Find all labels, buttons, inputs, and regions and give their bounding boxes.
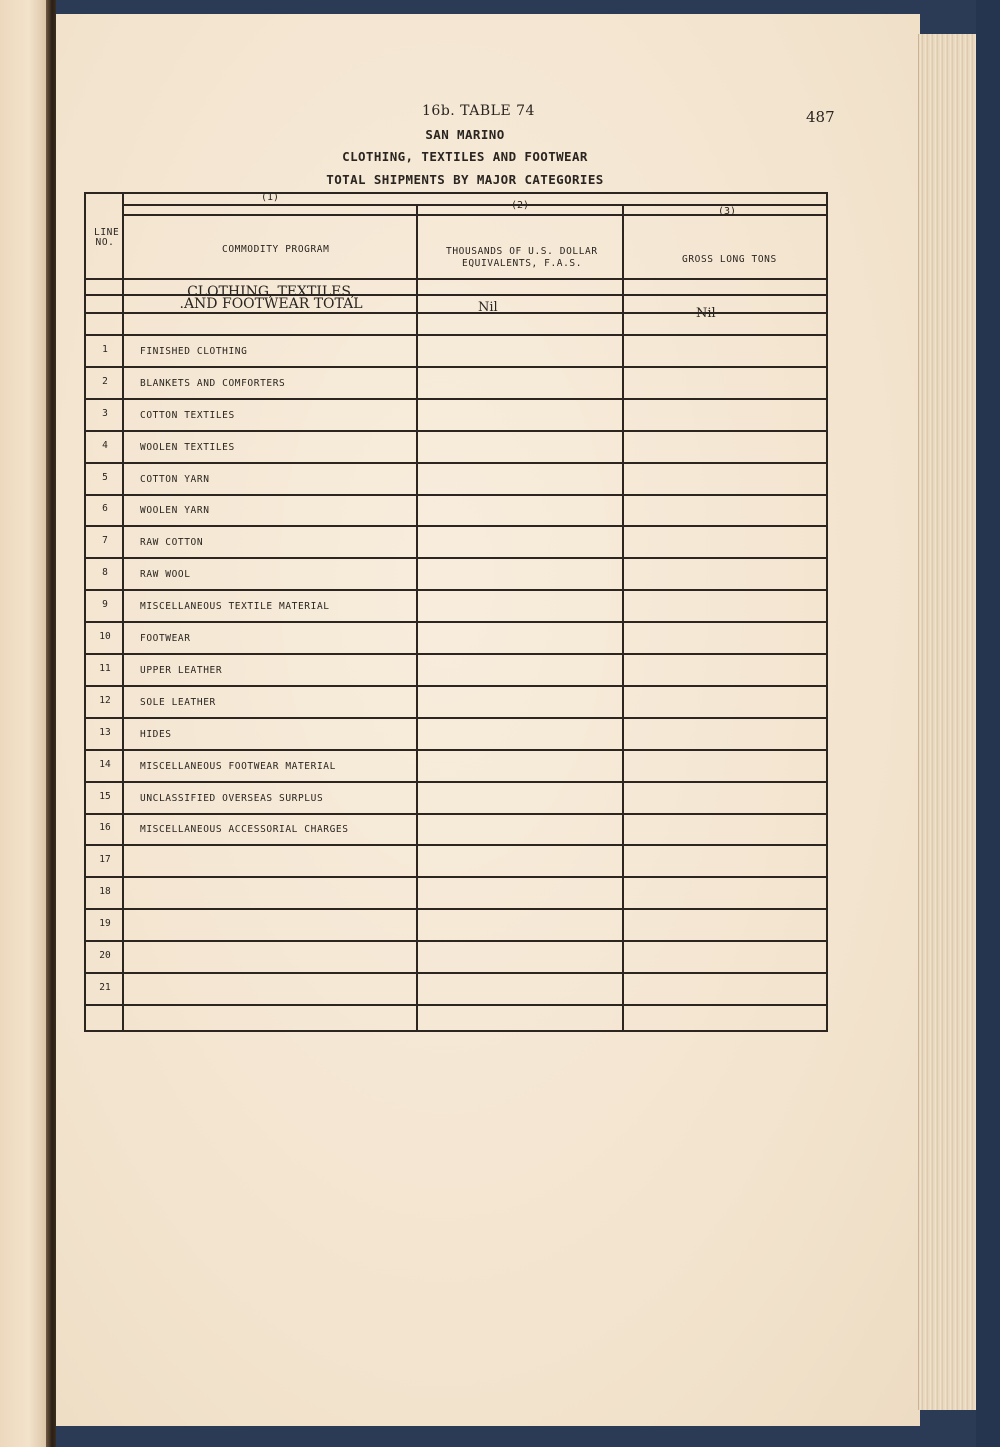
commodity-label: MISCELLANEOUS ACCESSORIAL CHARGES (140, 824, 349, 836)
total-value-dollars: Nil (478, 300, 498, 315)
commodity-label: SOLE LEATHER (140, 696, 216, 708)
commodity-label: WOOLEN TEXTILES (140, 441, 235, 453)
commodity-label: HIDES (140, 728, 172, 740)
commodity-label: BLANKETS AND COMFORTERS (140, 377, 286, 389)
line-number: 21 (99, 981, 111, 993)
line-number: 16 (99, 822, 111, 834)
row-rule (86, 749, 826, 751)
row-rule (86, 366, 826, 368)
row-rule (86, 685, 826, 687)
commodity-label: MISCELLANEOUS FOOTWEAR MATERIAL (140, 760, 336, 772)
col3-number: (3) (718, 206, 737, 217)
line-number: 2 (102, 375, 108, 387)
page-stack-edges (918, 34, 977, 1410)
total-value-tons: Nil (696, 306, 716, 321)
row-rule (86, 908, 826, 910)
line-number: 3 (102, 407, 108, 419)
col3-header: GROSS LONG TONS (682, 254, 777, 265)
row-rule (86, 462, 826, 464)
line-number: 13 (99, 726, 111, 738)
row-rule (86, 813, 826, 815)
col2-number: (2) (511, 200, 530, 211)
total-label-line1: CLOTHING, TEXTILES, (187, 284, 355, 300)
row-rule (86, 589, 826, 591)
line-number: 20 (99, 950, 111, 962)
commodity-label: RAW COTTON (140, 537, 204, 549)
left-page-edge (0, 0, 48, 1447)
commodity-label: COTTON YARN (140, 473, 210, 485)
book-cover (976, 0, 1000, 1447)
commodity-label: FOOTWEAR (140, 633, 191, 645)
col1-number: (1) (261, 192, 280, 203)
row-rule (86, 940, 826, 942)
line-number: 1 (102, 343, 108, 355)
col-divider-2 (622, 204, 624, 1030)
line-number: 4 (102, 439, 108, 451)
col2-header-line1: THOUSANDS OF U.S. DOLLAR (446, 246, 598, 257)
commodity-label: MISCELLANEOUS TEXTILE MATERIAL (140, 601, 330, 613)
table-id: 16b. TABLE 74 (422, 103, 535, 119)
line-number: 5 (102, 471, 108, 483)
line-number: 9 (102, 599, 108, 611)
shipments-table (84, 192, 828, 1032)
line-number: 6 (102, 503, 108, 515)
commodity-label: WOOLEN YARN (140, 505, 210, 517)
row-rule (86, 781, 826, 783)
row-rule (86, 621, 826, 623)
row-rule (86, 557, 826, 559)
row-rule (86, 398, 826, 400)
col2-header-line2: EQUIVALENTS, F.A.S. (462, 258, 583, 269)
row-rule (86, 876, 826, 878)
total-label-line2: .AND FOOTWEAR TOTAL (179, 296, 363, 312)
line-number: 10 (99, 631, 111, 643)
commodity-label: FINISHED CLOTHING (140, 345, 248, 357)
line-number: 15 (99, 790, 111, 802)
row-rule (86, 525, 826, 527)
line-number: 11 (99, 662, 111, 674)
row-rule (86, 1004, 826, 1006)
col-divider-1 (416, 204, 418, 1030)
line-number: 8 (102, 567, 108, 579)
country-title: SAN MARINO (425, 127, 505, 142)
commodity-label: COTTON TEXTILES (140, 409, 235, 421)
line-number: 18 (99, 886, 111, 898)
blank-row-rule (86, 334, 826, 336)
line-number: 17 (99, 854, 111, 866)
header-bottom-rule (86, 278, 826, 280)
line-number: 7 (102, 535, 108, 547)
col-divider-lineno (122, 194, 124, 1030)
col1-header: COMMODITY PROGRAM (222, 244, 330, 255)
commodity-label: UNCLASSIFIED OVERSEAS SURPLUS (140, 792, 324, 804)
subject-title: CLOTHING, TEXTILES AND FOOTWEAR (342, 149, 588, 164)
subtitle: TOTAL SHIPMENTS BY MAJOR CATEGORIES (326, 172, 604, 187)
row-rule (86, 844, 826, 846)
book-gutter (46, 0, 56, 1447)
line-number: 19 (99, 918, 111, 930)
commodity-label: UPPER LEATHER (140, 664, 223, 676)
line-number: 12 (99, 694, 111, 706)
row-rule (86, 653, 826, 655)
commodity-label: RAW WOOL (140, 569, 191, 581)
line-no-header: LINE NO. (94, 227, 120, 248)
row-rule (86, 717, 826, 719)
page-number: 487 (806, 108, 835, 126)
row-rule (86, 430, 826, 432)
line-number: 14 (99, 758, 111, 770)
row-rule (86, 972, 826, 974)
row-rule (86, 494, 826, 496)
